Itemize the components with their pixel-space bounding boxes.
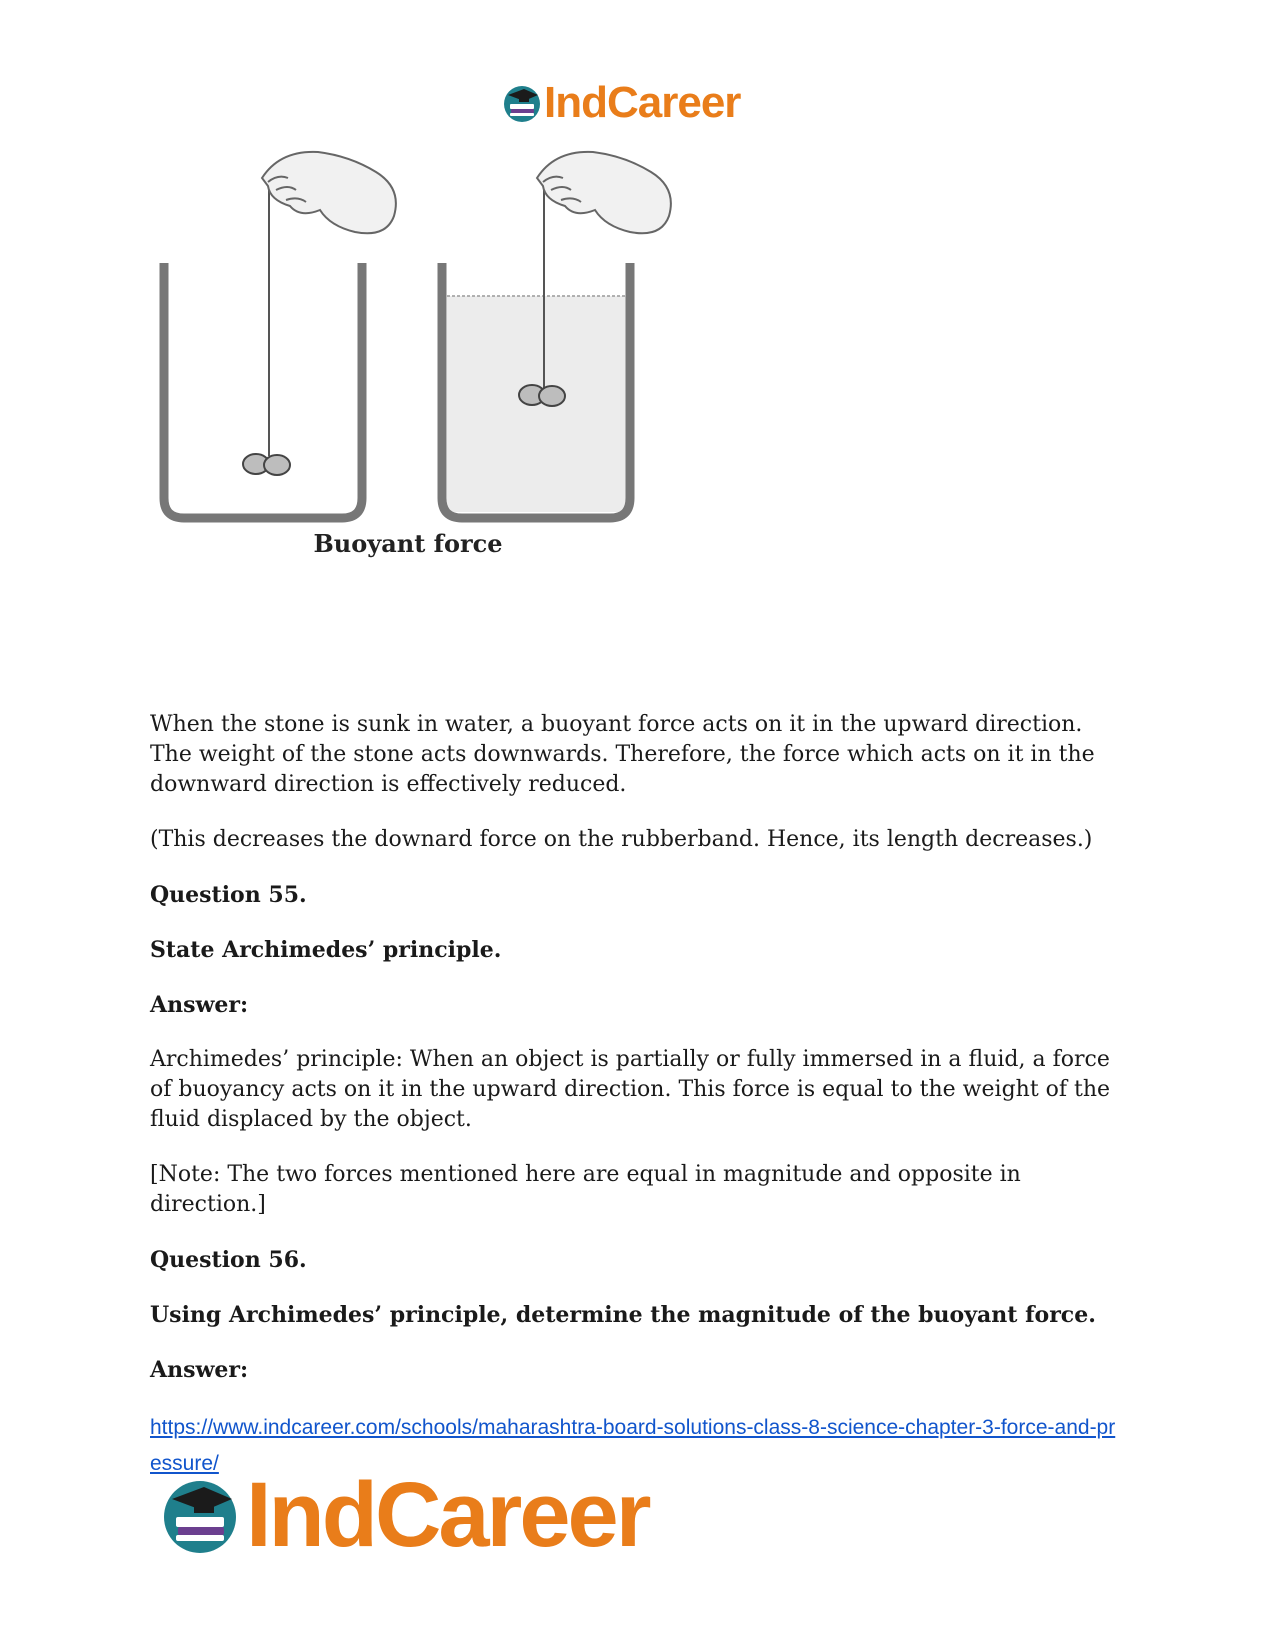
question-55-text: State Archimedes’ principle.	[150, 937, 502, 963]
footer-logo	[160, 1464, 649, 1566]
water-beaker-illustration	[442, 152, 671, 518]
graduation-book-icon	[160, 1475, 240, 1555]
explanation-paragraph: When the stone is sunk in water, a buoyant force acts on it in the upward direction. The weight of the stone acts downwards. Therefore, the force which acts on it in the downward direction is effectively reduced.	[150, 712, 1095, 797]
buoyant-force-figure	[150, 148, 730, 588]
question-55-label: Question 55.	[150, 882, 307, 908]
document-body	[150, 710, 1125, 1482]
answer-label: Answer:	[150, 1357, 249, 1383]
header-logo-text: IndCareer	[544, 78, 741, 127]
source-link[interactable]: https://www.indcareer.com/schools/maharashtra-board-solutions-class-8-science-chapter-3-force-and-pressure/	[150, 1416, 1116, 1475]
question-56-text: Using Archimedes’ principle, determine the magnitude of the buoyant force.	[150, 1302, 1096, 1328]
forces-note: [Note: The two forces mentioned here are equal in magnitude and opposite in direction.]	[150, 1162, 1021, 1217]
header-logo	[502, 80, 740, 126]
graduation-book-icon	[502, 83, 542, 123]
question-56-label: Question 56.	[150, 1247, 307, 1273]
figure-caption: Buoyant force	[313, 529, 503, 558]
answer-label: Answer:	[150, 992, 249, 1018]
answer-55-text: Archimedes’ principle: When an object is partially or fully immersed in a fluid, a force of buoyancy acts on it in the upward direction. This force is equal to the weight of the fluid displaced by the object.	[150, 1047, 1111, 1132]
rubberband-note: (This decreases the downard force on the rubberband. Hence, its length decreases.)	[150, 827, 1093, 852]
footer-logo-text: IndCareer	[246, 1464, 649, 1566]
empty-beaker-illustration	[164, 152, 396, 518]
